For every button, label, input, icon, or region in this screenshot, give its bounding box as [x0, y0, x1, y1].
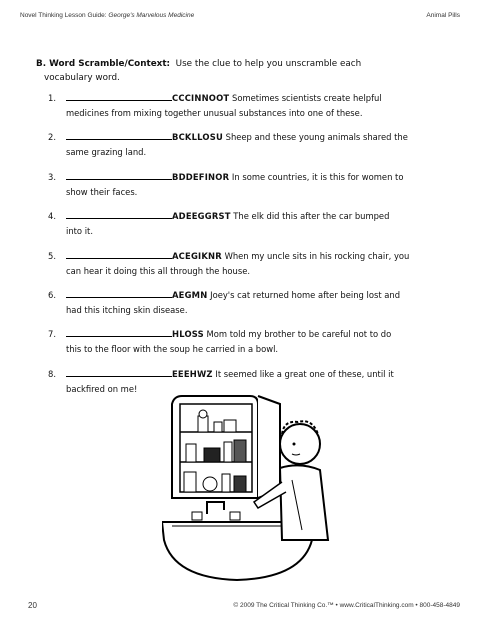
- clue-line-2: this to the floor with the soup he carried in a bowl.: [66, 344, 279, 354]
- item-number: 3.: [48, 172, 56, 182]
- answer-blank[interactable]: [66, 327, 172, 337]
- answer-blank[interactable]: [66, 170, 172, 180]
- answer-blank[interactable]: [66, 130, 172, 140]
- scrambled-word: ACEGIKNR: [172, 251, 222, 261]
- item-body: [66, 170, 428, 200]
- clue-line-1: When my uncle sits in his rocking chair, you: [224, 251, 410, 261]
- scrambled-word: AEGMN: [172, 290, 208, 300]
- clue-line-1: Mom told my brother to be careful not to do: [206, 329, 392, 339]
- item-body: [66, 130, 428, 160]
- clue-line-1: In some countries, it is this for women to: [231, 172, 404, 182]
- item-number: 4.: [48, 211, 56, 221]
- copyright-line: © 2009 The Critical Thinking Co.™ • www.CriticalThinking.com • 800-458-4849: [233, 602, 460, 609]
- scrambled-word: CCCINNOOT: [172, 93, 230, 103]
- clue-line-2: into it.: [66, 226, 93, 236]
- page-number: 20: [28, 601, 37, 610]
- item-number: 8.: [48, 369, 56, 379]
- clue-line-2: medicines from mixing together unusual substances into one of these.: [66, 108, 363, 118]
- cabinet-and-boy-illustration: [162, 390, 332, 595]
- item-number: 2.: [48, 132, 56, 142]
- scrambled-word: BDDEFINOR: [172, 172, 230, 182]
- clue-line-2: show their faces.: [66, 187, 138, 197]
- item-body: [66, 327, 428, 357]
- scrambled-word: BCKLLOSU: [172, 132, 223, 142]
- scrambled-word: EEEHWZ: [172, 369, 213, 379]
- clue-line-2: can hear it doing this all through the house.: [66, 266, 251, 276]
- section-instructions: [36, 57, 436, 85]
- clue-line-1: Joey's cat returned home after being lost and: [210, 290, 401, 300]
- header-series: Novel Thinking Lesson Guide:: [20, 12, 109, 19]
- page-header: [20, 12, 460, 22]
- answer-blank[interactable]: [66, 288, 172, 298]
- clue-line-1: It seemed like a great one of these, until it: [215, 369, 394, 379]
- clue-line-1: The elk did this after the car bumped: [233, 211, 390, 221]
- clue-line-2: had this itching skin disease.: [66, 305, 188, 315]
- clue-line-2: backfired on me!: [66, 384, 138, 394]
- instructions-line-1: Use the clue to help you unscramble each: [175, 59, 362, 69]
- instructions-line-2: vocabulary word.: [44, 73, 120, 83]
- answer-blank[interactable]: [66, 91, 172, 101]
- item-number: 7.: [48, 329, 56, 339]
- clue-line-1: Sheep and these young animals shared the: [225, 132, 408, 142]
- clue-line-1: Sometimes scientists create helpful: [232, 93, 382, 103]
- header-book-title: George's Marvelous Medicine: [108, 12, 195, 19]
- item-body: [66, 91, 428, 121]
- answer-blank[interactable]: [66, 249, 172, 259]
- clue-line-2: same grazing land.: [66, 147, 147, 157]
- item-body: [66, 249, 428, 279]
- header-chapter: Animal Pills: [426, 12, 460, 19]
- header-left: [20, 12, 194, 19]
- item-number: 1.: [48, 93, 56, 103]
- section-label: B. Word Scramble/Context:: [36, 59, 171, 69]
- answer-blank[interactable]: [66, 367, 172, 377]
- item-body: [66, 288, 428, 318]
- page-footer: [20, 601, 460, 611]
- scrambled-word: ADEEGGRST: [172, 211, 231, 221]
- item-number: 6.: [48, 290, 56, 300]
- scrambled-word: HLOSS: [172, 329, 204, 339]
- item-body: [66, 209, 428, 239]
- answer-blank[interactable]: [66, 209, 172, 219]
- item-number: 5.: [48, 251, 56, 261]
